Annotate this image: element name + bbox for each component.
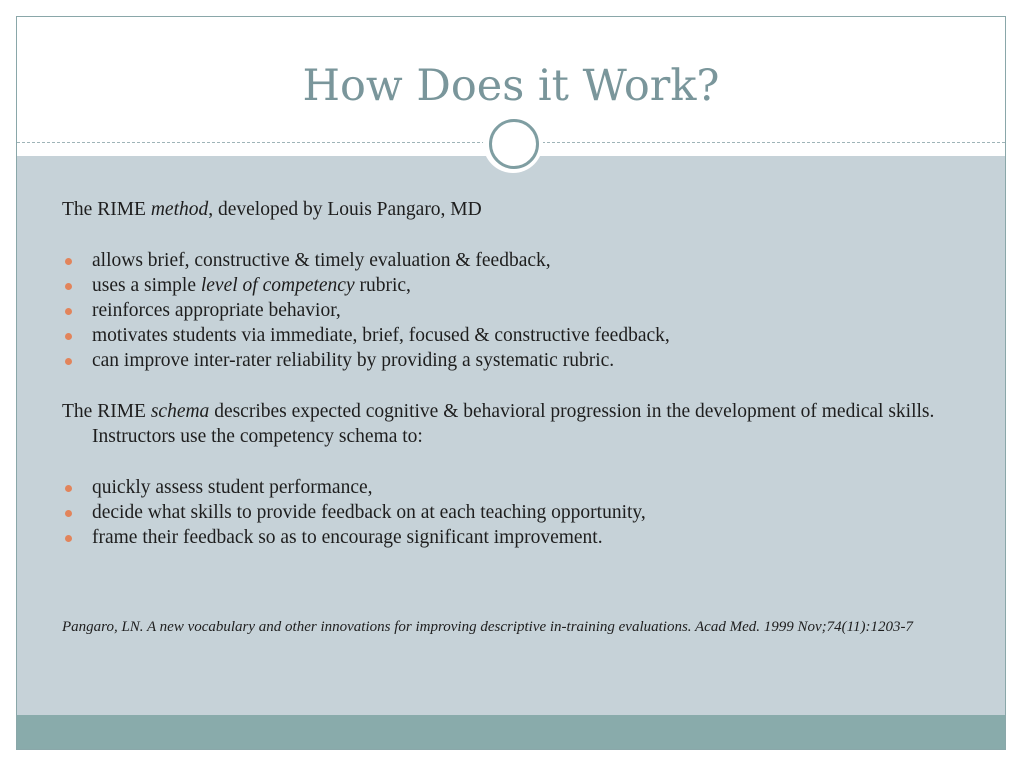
slide xyxy=(16,16,1006,750)
method-bullet-pre: can improve inter-rater reliability by providing a systematic rubric. xyxy=(92,350,615,371)
method-bullet xyxy=(62,348,982,373)
bullet-dot-icon xyxy=(65,308,72,315)
spacer xyxy=(62,222,982,248)
schema-bullet-text: decide what skills to provide feedback on at each teaching opportunity, xyxy=(92,502,646,523)
method-bullet xyxy=(62,273,982,298)
schema-bullet-text: quickly assess student performance, xyxy=(92,477,373,498)
schema-bullet-text: frame their feedback so as to encourage significant improvement. xyxy=(92,527,603,548)
citation: Pangaro, LN. A new vocabulary and other innovations for improving descriptive in-training evaluations. Acad Med. 1999 Nov;74(11):1203-7 xyxy=(62,619,914,635)
bullet-dot-icon xyxy=(65,485,72,492)
schema-bullet xyxy=(62,525,982,550)
schema-pre: The RIME xyxy=(62,401,151,422)
spacer xyxy=(62,550,982,619)
spacer xyxy=(62,373,982,399)
circle-ornament-icon xyxy=(483,113,543,173)
method-bullet-pre: motivates students via immediate, brief, focused & constructive feedback, xyxy=(92,325,670,346)
method-bullet xyxy=(62,323,982,348)
method-bullet-post: rubric, xyxy=(354,275,411,296)
method-bullet-pre: reinforces appropriate behavior, xyxy=(92,300,341,321)
spacer xyxy=(62,449,982,475)
schema-emphasis: schema xyxy=(150,401,210,422)
schema-bullet xyxy=(62,475,982,500)
bullet-dot-icon xyxy=(65,283,72,290)
bullet-dot-icon xyxy=(65,358,72,365)
schema-paragraph xyxy=(62,399,982,449)
bullet-dot-icon xyxy=(65,333,72,340)
intro-paragraph xyxy=(62,197,982,222)
method-bullet xyxy=(62,248,982,273)
schema-bullet-list xyxy=(62,475,982,550)
bullet-dot-icon xyxy=(65,258,72,265)
intro-post: , developed by Louis Pangaro, MD xyxy=(208,199,482,220)
intro-pre: The RIME xyxy=(62,199,151,220)
schema-post: describes expected cognitive & behavioral progression in the development of medical skills. Instructors use the competency schema to: xyxy=(92,401,935,447)
method-bullet-pre: uses a simple xyxy=(92,275,201,296)
circle-ring xyxy=(489,119,539,169)
method-bullet xyxy=(62,298,982,323)
bullet-dot-icon xyxy=(65,535,72,542)
slide-body xyxy=(62,197,982,651)
method-bullet-list xyxy=(62,248,982,373)
footer-band xyxy=(17,715,1005,749)
method-bullet-pre: allows brief, constructive & timely evaluation & feedback, xyxy=(92,250,551,271)
method-bullet-emphasis: level of competency xyxy=(200,275,355,296)
slide-title: How Does it Work? xyxy=(302,61,720,111)
schema-bullet xyxy=(62,500,982,525)
bullet-dot-icon xyxy=(65,510,72,517)
intro-emphasis: method xyxy=(150,199,209,220)
